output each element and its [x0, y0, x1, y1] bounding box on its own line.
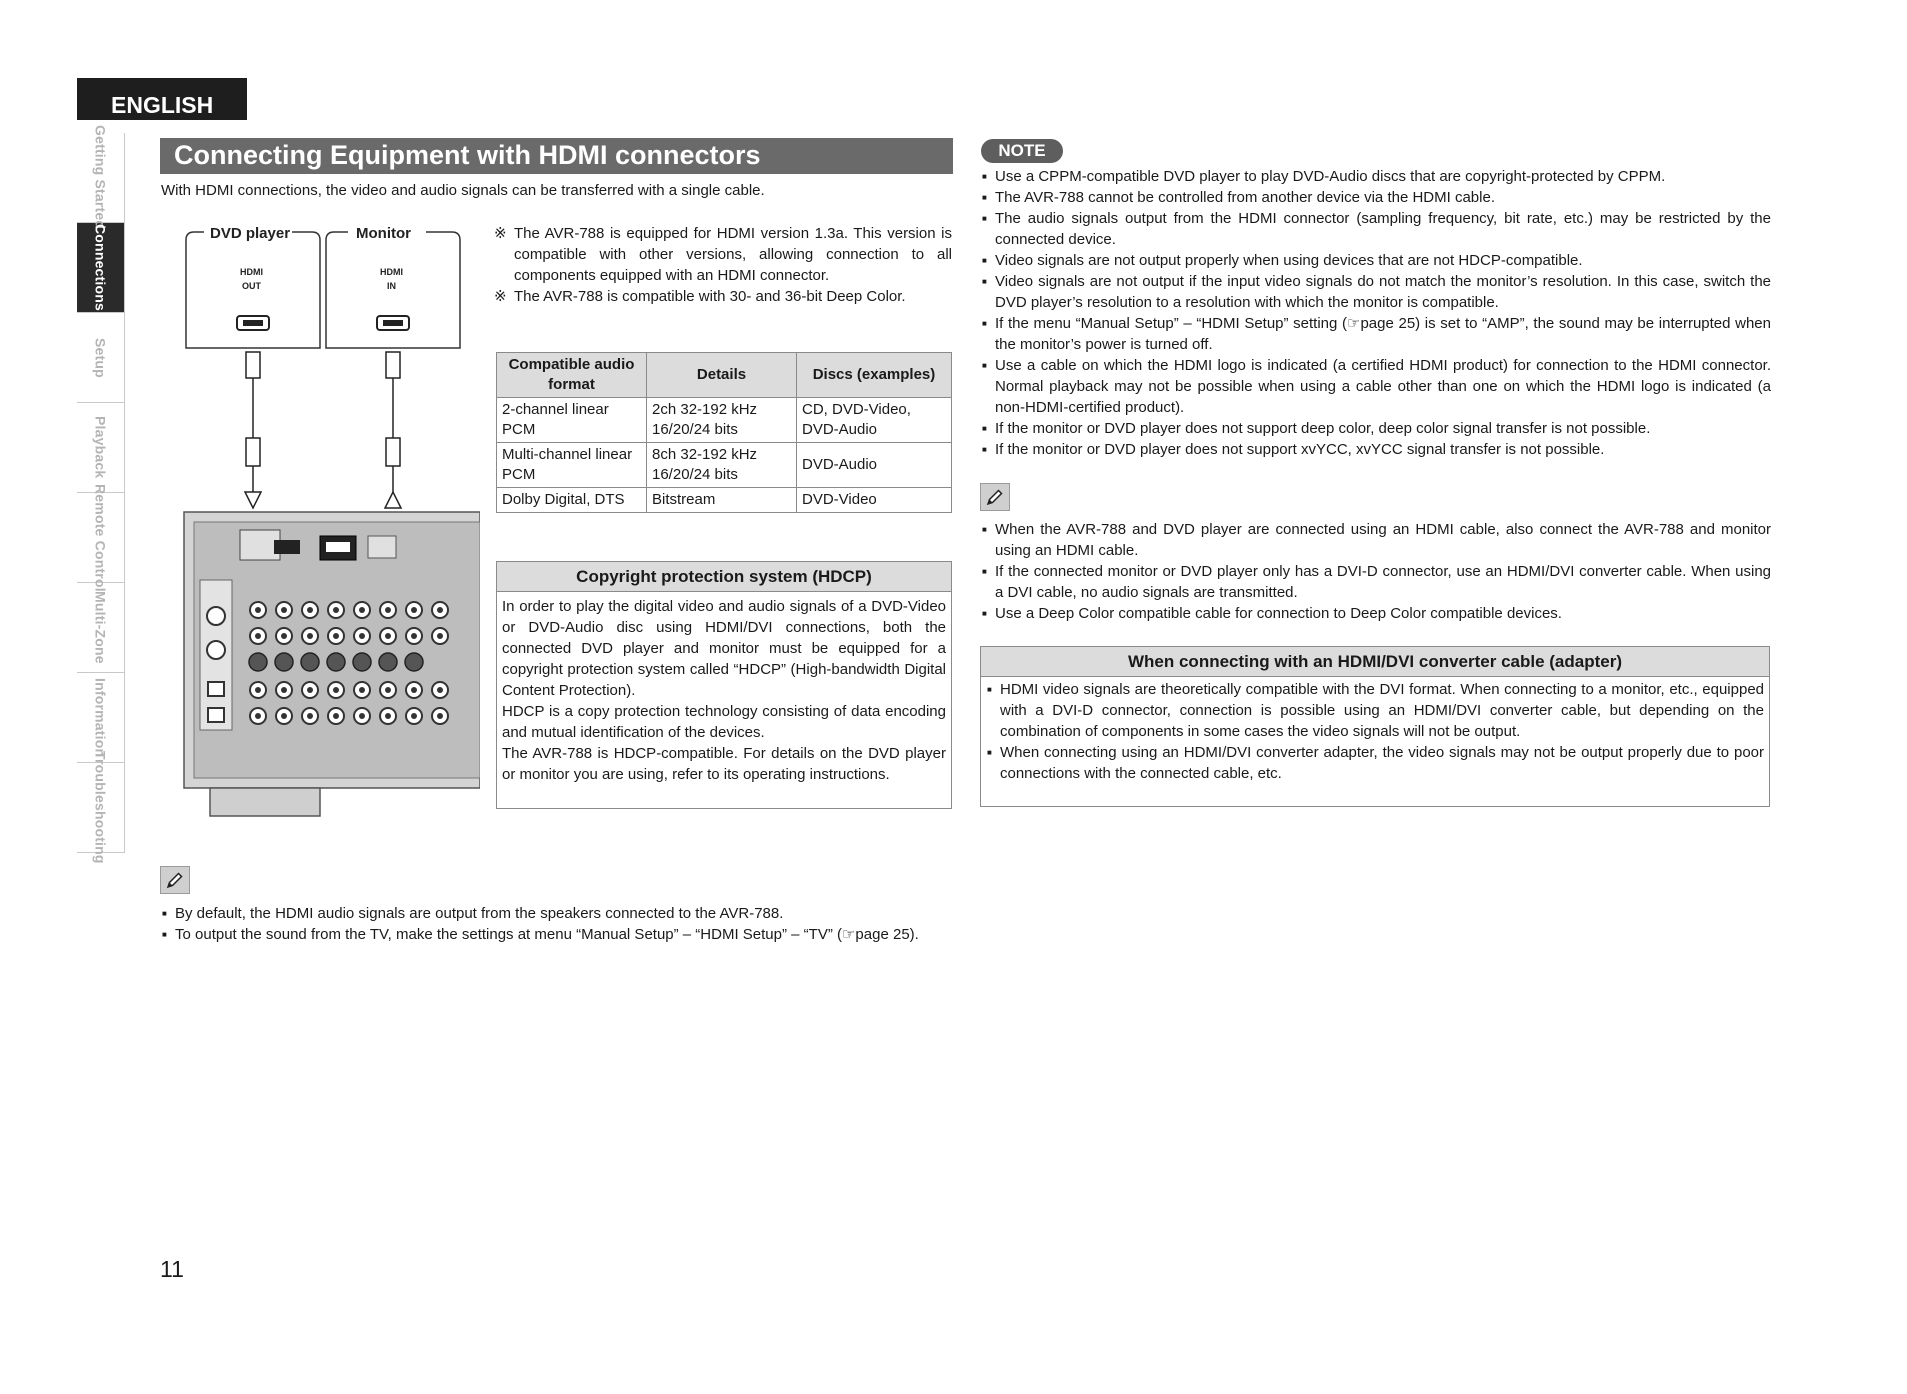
- pencil-icon: [160, 866, 190, 894]
- list-item: ■ When the AVR-788 and DVD player are connected using an HDMI cable, also connect the AVR-788 and monitor using an HDMI cable.: [981, 519, 1771, 561]
- dvi-converter-title: When connecting with an HDMI/DVI converter cable (adapter): [981, 647, 1769, 677]
- dvi-converter-list: [981, 677, 1769, 786]
- hdcp-box: [496, 561, 952, 809]
- sidebar-item-label: Remote Control: [92, 483, 109, 592]
- sidebar-item-label: Getting Started: [92, 125, 109, 230]
- sidebar-item-connections[interactable]: [77, 223, 124, 313]
- table-header-row: [497, 353, 952, 398]
- page-number: 11: [160, 1256, 184, 1282]
- dvd-player-label: DVD player: [210, 225, 291, 242]
- ref-note-text: The AVR-788 is compatible with 30- and 36-bit Deep Color.: [514, 288, 906, 305]
- table-cell: Bitstream: [647, 488, 797, 513]
- monitor-label: Monitor: [356, 225, 411, 242]
- sidebar-item-label: Setup: [92, 337, 109, 378]
- hdcp-title: Copyright protection system (HDCP): [497, 562, 951, 592]
- sidebar-item-label: Playback: [92, 416, 109, 479]
- hdcp-paragraph: The AVR-788 is HDCP-compatible. For details on the DVD player or monitor you are using, refer to its operating instructions.: [502, 745, 946, 783]
- list-item: ■ Use a cable on which the HDMI logo is indicated (a certified HDMI product) for connection to the HDMI connector. Normal playback may not be possible when using a cable other than one on which the HDMI logo is indicated (a non-HDMI-certified product).: [981, 355, 1771, 418]
- list-item: ■ If the monitor or DVD player does not support deep color, deep color signal transfer is not possible.: [981, 418, 1771, 439]
- pencil-icon: [980, 483, 1010, 511]
- header-details: Details: [647, 353, 797, 398]
- table-cell: Multi-channel linear PCM: [497, 443, 647, 488]
- list-item: ■ HDMI video signals are theoretically compatible with the DVI format. When connecting to a monitor, etc., equipped with a DVI-D connector, connection is possible using an HDMI/DVI converter cable, but depending on the combination of components in some cases the video signals will not be output.: [986, 679, 1764, 742]
- ref-note: [494, 223, 952, 286]
- dvd-port-line2: OUT: [242, 281, 261, 291]
- bottom-tips-list: [161, 903, 953, 945]
- header-discs: Discs (examples): [797, 353, 952, 398]
- sidebar-item-multi-zone[interactable]: [77, 583, 124, 673]
- hdcp-body: [497, 592, 951, 787]
- note-badge: NOTE: [981, 139, 1063, 163]
- dvi-converter-box: [980, 646, 1770, 807]
- note-list: [981, 166, 1771, 460]
- sidebar-item-troubleshooting[interactable]: [77, 751, 124, 864]
- list-item: ■ Use a Deep Color compatible cable for connection to Deep Color compatible devices.: [981, 603, 1771, 624]
- language-tab: ENGLISH: [77, 78, 247, 120]
- sidebar-item-information[interactable]: [77, 673, 124, 763]
- sidebar-item-playback[interactable]: [77, 403, 124, 493]
- sidebar-item-remote-control[interactable]: [77, 483, 124, 592]
- table-row: [497, 398, 952, 443]
- ref-note-text: The AVR-788 is equipped for HDMI version 1.3a. This version is compatible with other versions, allowing connection to all components equipped with an HDMI connector.: [514, 225, 952, 284]
- list-item: ■ If the monitor or DVD player does not support xvYCC, xvYCC signal transfer is not possible.: [981, 439, 1771, 460]
- hdcp-paragraph: HDCP is a copy protection technology consisting of data encoding and mutual identification of the devices.: [502, 703, 946, 741]
- monitor-port-line2: IN: [387, 281, 396, 291]
- list-item: ■ By default, the HDMI audio signals are output from the speakers connected to the AVR-788.: [161, 903, 953, 924]
- list-item: ■ If the menu “Manual Setup” – “HDMI Setup” setting (☞page 25) is set to “AMP”, the sound may be interrupted when the monitor’s power is turned off.: [981, 313, 1771, 355]
- header-audio-format: Compatible audio format: [497, 353, 647, 398]
- section-sidebar: [77, 125, 125, 864]
- intro-text: With HDMI connections, the video and audio signals can be transferred with a single cable.: [161, 182, 765, 199]
- table-row: [497, 488, 952, 513]
- sidebar-item-getting-started[interactable]: [77, 125, 124, 230]
- avr-rear-panel: [184, 512, 480, 816]
- table-row: [497, 443, 952, 488]
- table-cell: Dolby Digital, DTS: [497, 488, 647, 513]
- sidebar-item-label: Troubleshooting: [92, 751, 109, 864]
- page-title: Connecting Equipment with HDMI connectors: [160, 138, 953, 174]
- ref-mark-icon: ※: [494, 288, 507, 305]
- table-cell: 2ch 32-192 kHz 16/20/24 bits: [647, 398, 797, 443]
- hdmi-cable-dvd: [245, 352, 261, 508]
- ref-mark-icon: ※: [494, 225, 507, 242]
- tips-list: [981, 519, 1771, 624]
- table-cell: DVD-Audio: [797, 443, 952, 488]
- list-item: ■ Video signals are not output properly when using devices that are not HDCP-compatible.: [981, 250, 1771, 271]
- list-item: ■ If the connected monitor or DVD player only has a DVI-D connector, use an HDMI/DVI converter cable. When using a DVI cable, no audio signals are transmitted.: [981, 561, 1771, 603]
- table-cell: 8ch 32-192 kHz 16/20/24 bits: [647, 443, 797, 488]
- sidebar-item-label: Connections: [92, 224, 109, 311]
- hdmi-connection-diagram: [180, 220, 480, 820]
- list-item: ■ The AVR-788 cannot be controlled from another device via the HDMI cable.: [981, 187, 1771, 208]
- monitor-port-line1: HDMI: [380, 267, 403, 277]
- hdmi-version-notes: [494, 223, 952, 307]
- sidebar-item-label: Information: [92, 677, 109, 758]
- ref-note: [494, 286, 952, 307]
- sidebar-item-label: Multi-Zone: [92, 591, 109, 664]
- list-item: ■ Video signals are not output if the input video signals do not match the monitor’s resolution. In this case, switch the DVD player’s resolution to a resolution with which the monitor is compatible.: [981, 271, 1771, 313]
- hdcp-paragraph: In order to play the digital video and audio signals of a DVD-Video or DVD-Audio disc using HDMI/DVI connections, both the connected DVD player and monitor must be equipped for a copyright protection system called “HDCP” (High-bandwidth Digital Content Protection).: [502, 598, 946, 699]
- list-item: ■ Use a CPPM-compatible DVD player to play DVD-Audio discs that are copyright-protected by CPPM.: [981, 166, 1771, 187]
- table-cell: 2-channel linear PCM: [497, 398, 647, 443]
- sidebar-item-setup[interactable]: [77, 313, 124, 403]
- table-cell: DVD-Video: [797, 488, 952, 513]
- hdmi-cable-monitor: [385, 352, 401, 508]
- list-item: ■ To output the sound from the TV, make the settings at menu “Manual Setup” – “HDMI Setup” – “TV” (☞page 25).: [161, 924, 953, 945]
- table-cell: CD, DVD-Video, DVD-Audio: [797, 398, 952, 443]
- dvd-port-line1: HDMI: [240, 267, 263, 277]
- audio-format-table: [496, 352, 952, 513]
- list-item: ■ The audio signals output from the HDMI connector (sampling frequency, bit rate, etc.) may be restricted by the connected device.: [981, 208, 1771, 250]
- list-item: ■ When connecting using an HDMI/DVI converter adapter, the video signals may not be output properly due to poor connections with the connected cable, etc.: [986, 742, 1764, 784]
